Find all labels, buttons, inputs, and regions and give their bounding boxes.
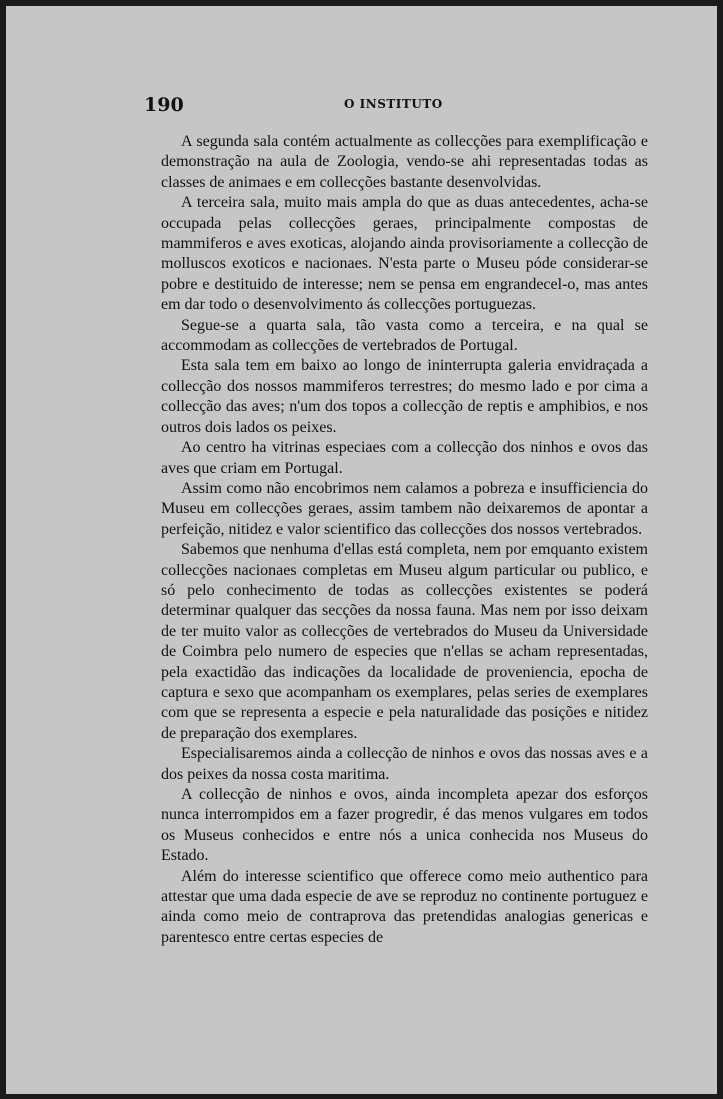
paragraph: A collecção de ninhos e ovos, ainda incompleta apezar dos esforços nunca interrompidos em a fazer progredir, é das menos vulgares em todos os Museus conhecidos e entre nós a unica conhecida nos Museus do Estado. [161,786,648,865]
paragraph: Esta sala tem em baixo ao longo de ininterrupta galeria envidraçada a collecção dos nossos mammiferos terrestres; do mesmo lado e por cima a collecção das aves; n'um dos topos a collecção de reptis e amphibios, e nos outros dois lados os peixes. [161,357,648,436]
paragraph: A segunda sala contém actualmente as collecções para exemplificação e demonstração na aula de Zoologia, vendo-se ahi representadas todas as classes de animaes e em collecções bastante desenvolvidas. [161,133,648,191]
page-number: 190 [144,94,184,116]
body-text [161,132,648,948]
paragraph: Ao centro ha vitrinas especiaes com a collecção dos ninhos e ovos das aves que criam em Portugal. [161,439,648,477]
paragraph: Sabemos que nenhuma d'ellas está completa, nem por emquanto existem collecções nacionaes completas em Museu algum particular ou publico, e só pelo conhecimento de todas as collecções existentes se poderá determinar qualquer das secções da nossa fauna. Mas nem por isso deixam de ter muito valor as collecções de vertebrados do Museu da Universidade de Coimbra pelo numero de especies que n'ellas se acham representadas, pela exactidão das indicações da localidade de proveniencia, epocha de captura e sexo que acompanham os exemplares, pelas series de exemplares com que se representa a especie e pela naturalidade das posições e nitidez de preparação dos exemplares. [161,541,648,742]
paragraph: Especialisaremos ainda a collecção de ninhos e ovos das nossas aves e a dos peixes da nossa costa maritima. [161,745,648,783]
book-page [6,6,717,1094]
running-title: O INSTITUTO [344,97,443,111]
paragraph: Além do interesse scientifico que offerece como meio authentico para attestar que uma dada especie de ave se reproduz no continente portuguez e ainda como meio de contraprova das pretendidas analogias genericas e parentesco entre certas especies de [161,867,648,946]
paragraph: Segue-se a quarta sala, tão vasta como a terceira, e na qual se accommodam as collecções de vertebrados de Portugal. [161,316,648,355]
page-header [144,94,654,116]
paragraph: A terceira sala, muito mais ampla do que as duas antecedentes, acha-se occupada pelas collecções geraes, principalmente compostas de mammiferos e aves exoticas, alojando ainda provisoriamente a collecção de molluscos exoticos e nacionaes. N'esta parte o Museu póde considerar-se pobre e destituido de interesse; nem se pensa em engrandecel-o, mas antes em dar todo o desenvolvimento ás collecções portuguezas. [161,194,648,314]
paragraph: Assim como não encobrimos nem calamos a pobreza e insufficiencia do Museu em collecções geraes, assim tambem não deixaremos de apontar a perfeição, nitidez e valor scientifico das collecções dos nossos vertebrados. [161,479,648,538]
